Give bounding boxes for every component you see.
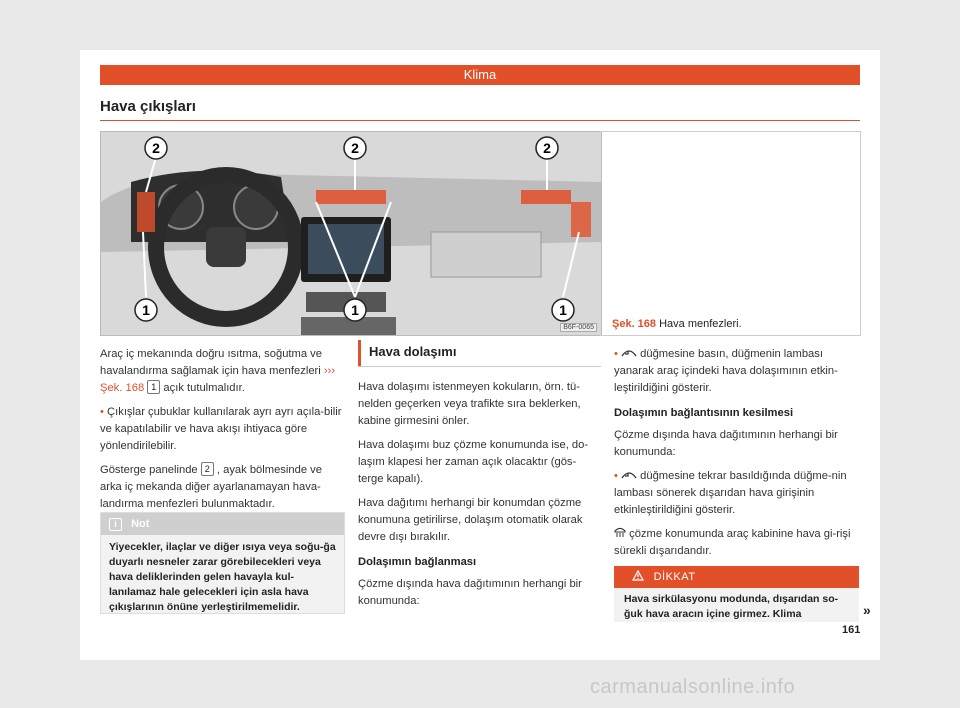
figure-link[interactable]: ››› Şek. 168 xyxy=(100,365,336,394)
note-title: Not xyxy=(131,518,150,530)
callout-ref: 1 xyxy=(147,380,160,394)
defrost-icon xyxy=(614,527,626,538)
dashboard-figure xyxy=(100,131,602,336)
note-box xyxy=(100,512,345,614)
subsection-divider xyxy=(358,366,601,367)
column-2 xyxy=(358,340,601,617)
paragraph xyxy=(100,346,343,397)
note-text: Yiyecekler, ilaçlar ve diğer ısıya veya soğu-ğa duyarlı nesneler zarar görebilecekleri veya hava deliklerinden gelen havayla kul-lanılamaz hale gelecekleri için asla hava çıkışlarının önüne yerleştirilmemelidir. xyxy=(109,541,336,613)
chapter-bar: Klima xyxy=(100,65,860,85)
text: , ayak bölmesinde ve arka iç mekanda diğer ayarlanamayan hava-landırma menfezleri bulunmaktadır. xyxy=(100,464,322,510)
callout-ref: 2 xyxy=(201,462,214,476)
subsection-title: Hava dolaşımı xyxy=(358,340,601,366)
dashboard-illustration xyxy=(101,132,601,335)
column-3 xyxy=(614,346,859,567)
text: çözme konumunda araç kabinine hava gi-rişi sürekli dışarıdandır. xyxy=(614,528,851,557)
title-divider xyxy=(100,120,860,121)
text: Araç iç mekanında doğru ısıtma, soğutma ve havalandırma sağlamak için hava menfezleri xyxy=(100,348,322,377)
paragraph xyxy=(614,526,859,560)
page-number: 161 xyxy=(842,624,861,636)
figure-caption-text: Hava menfezleri. xyxy=(659,318,742,330)
figure-caption xyxy=(612,318,742,330)
text: düğmesine tekrar basıldığında düğme-nin lambası sönerek dışarıdan hava girişinin etkinleştirildiğini gösterir. xyxy=(614,470,847,516)
figure-number: Şek. 168 xyxy=(612,318,657,330)
note-header xyxy=(101,513,344,535)
paragraph: Hava dolaşımı buz çözme konumunda ise, do-laşım klapesi her zaman açık olacaktır (gös-terge kapalı). xyxy=(358,439,589,485)
text: Çıkışlar çubuklar kullanılarak ayrı ayrı açıla-bilir ve kapatılabilir ve hava akışı ihtiyaca göre yönlendirilebilir. xyxy=(100,406,342,452)
paragraph xyxy=(100,404,343,455)
subheading: Dolaşımın bağlantısının kesilmesi xyxy=(614,407,794,419)
paragraph xyxy=(614,346,859,397)
text: Gösterge panelinde xyxy=(100,464,198,476)
section-title: Hava çıkışları xyxy=(100,98,196,115)
continue-marker: » xyxy=(863,602,871,618)
paragraph: Hava dolaşımı istenmeyen kokuların, örn. tü-nelden geçerken veya trafikte sıra beklerken, kabine girmesini önler. xyxy=(358,381,581,427)
bullet-icon: • xyxy=(614,348,618,360)
text: düğmesine basın, düğmenin lambası yanarak araç içindeki hava dolaşımının etkin-leştirildiğini gösterir. xyxy=(614,348,838,394)
figure-caption-panel xyxy=(600,131,861,336)
warning-icon xyxy=(632,570,644,581)
paragraph: Hava dağıtımı herhangi bir konumdan çözme konumuna getirilirse, dolaşım otomatik olarak devre dışı bırakılır. xyxy=(358,497,583,543)
callout-label: 1 xyxy=(559,302,567,318)
info-icon: i xyxy=(109,518,122,531)
bullet-icon: • xyxy=(100,406,104,418)
text: açık tutulmalıdır. xyxy=(163,382,245,394)
warning-box xyxy=(614,566,859,622)
subheading: Dolaşımın bağlanması xyxy=(358,556,477,568)
warning-title: DİKKAT xyxy=(653,571,696,583)
callout-label: 1 xyxy=(351,302,359,318)
image-code: B6F-0065 xyxy=(560,323,597,332)
watermark: carmanualsonline.info xyxy=(590,676,796,698)
paragraph: Çözme dışında hava dağıtımının herhangi bir konumunda: xyxy=(614,429,838,458)
warning-header xyxy=(614,566,859,588)
paragraph xyxy=(100,462,343,513)
paragraph: Çözme dışında hava dağıtımının herhangi bir konumunda: xyxy=(358,578,582,607)
warning-text: Hava sirkülasyonu modunda, dışarıdan so-ğuk hava aracın içine girmez. Klima xyxy=(624,593,839,620)
bullet-icon: • xyxy=(614,470,618,482)
callout-label: 2 xyxy=(543,140,551,156)
callout-label: 1 xyxy=(142,302,150,318)
recirculation-icon xyxy=(621,470,637,479)
callout-label: 2 xyxy=(351,140,359,156)
recirculation-icon xyxy=(621,348,637,357)
column-1 xyxy=(100,346,343,520)
callout-label: 2 xyxy=(152,140,160,156)
paragraph xyxy=(614,468,859,519)
